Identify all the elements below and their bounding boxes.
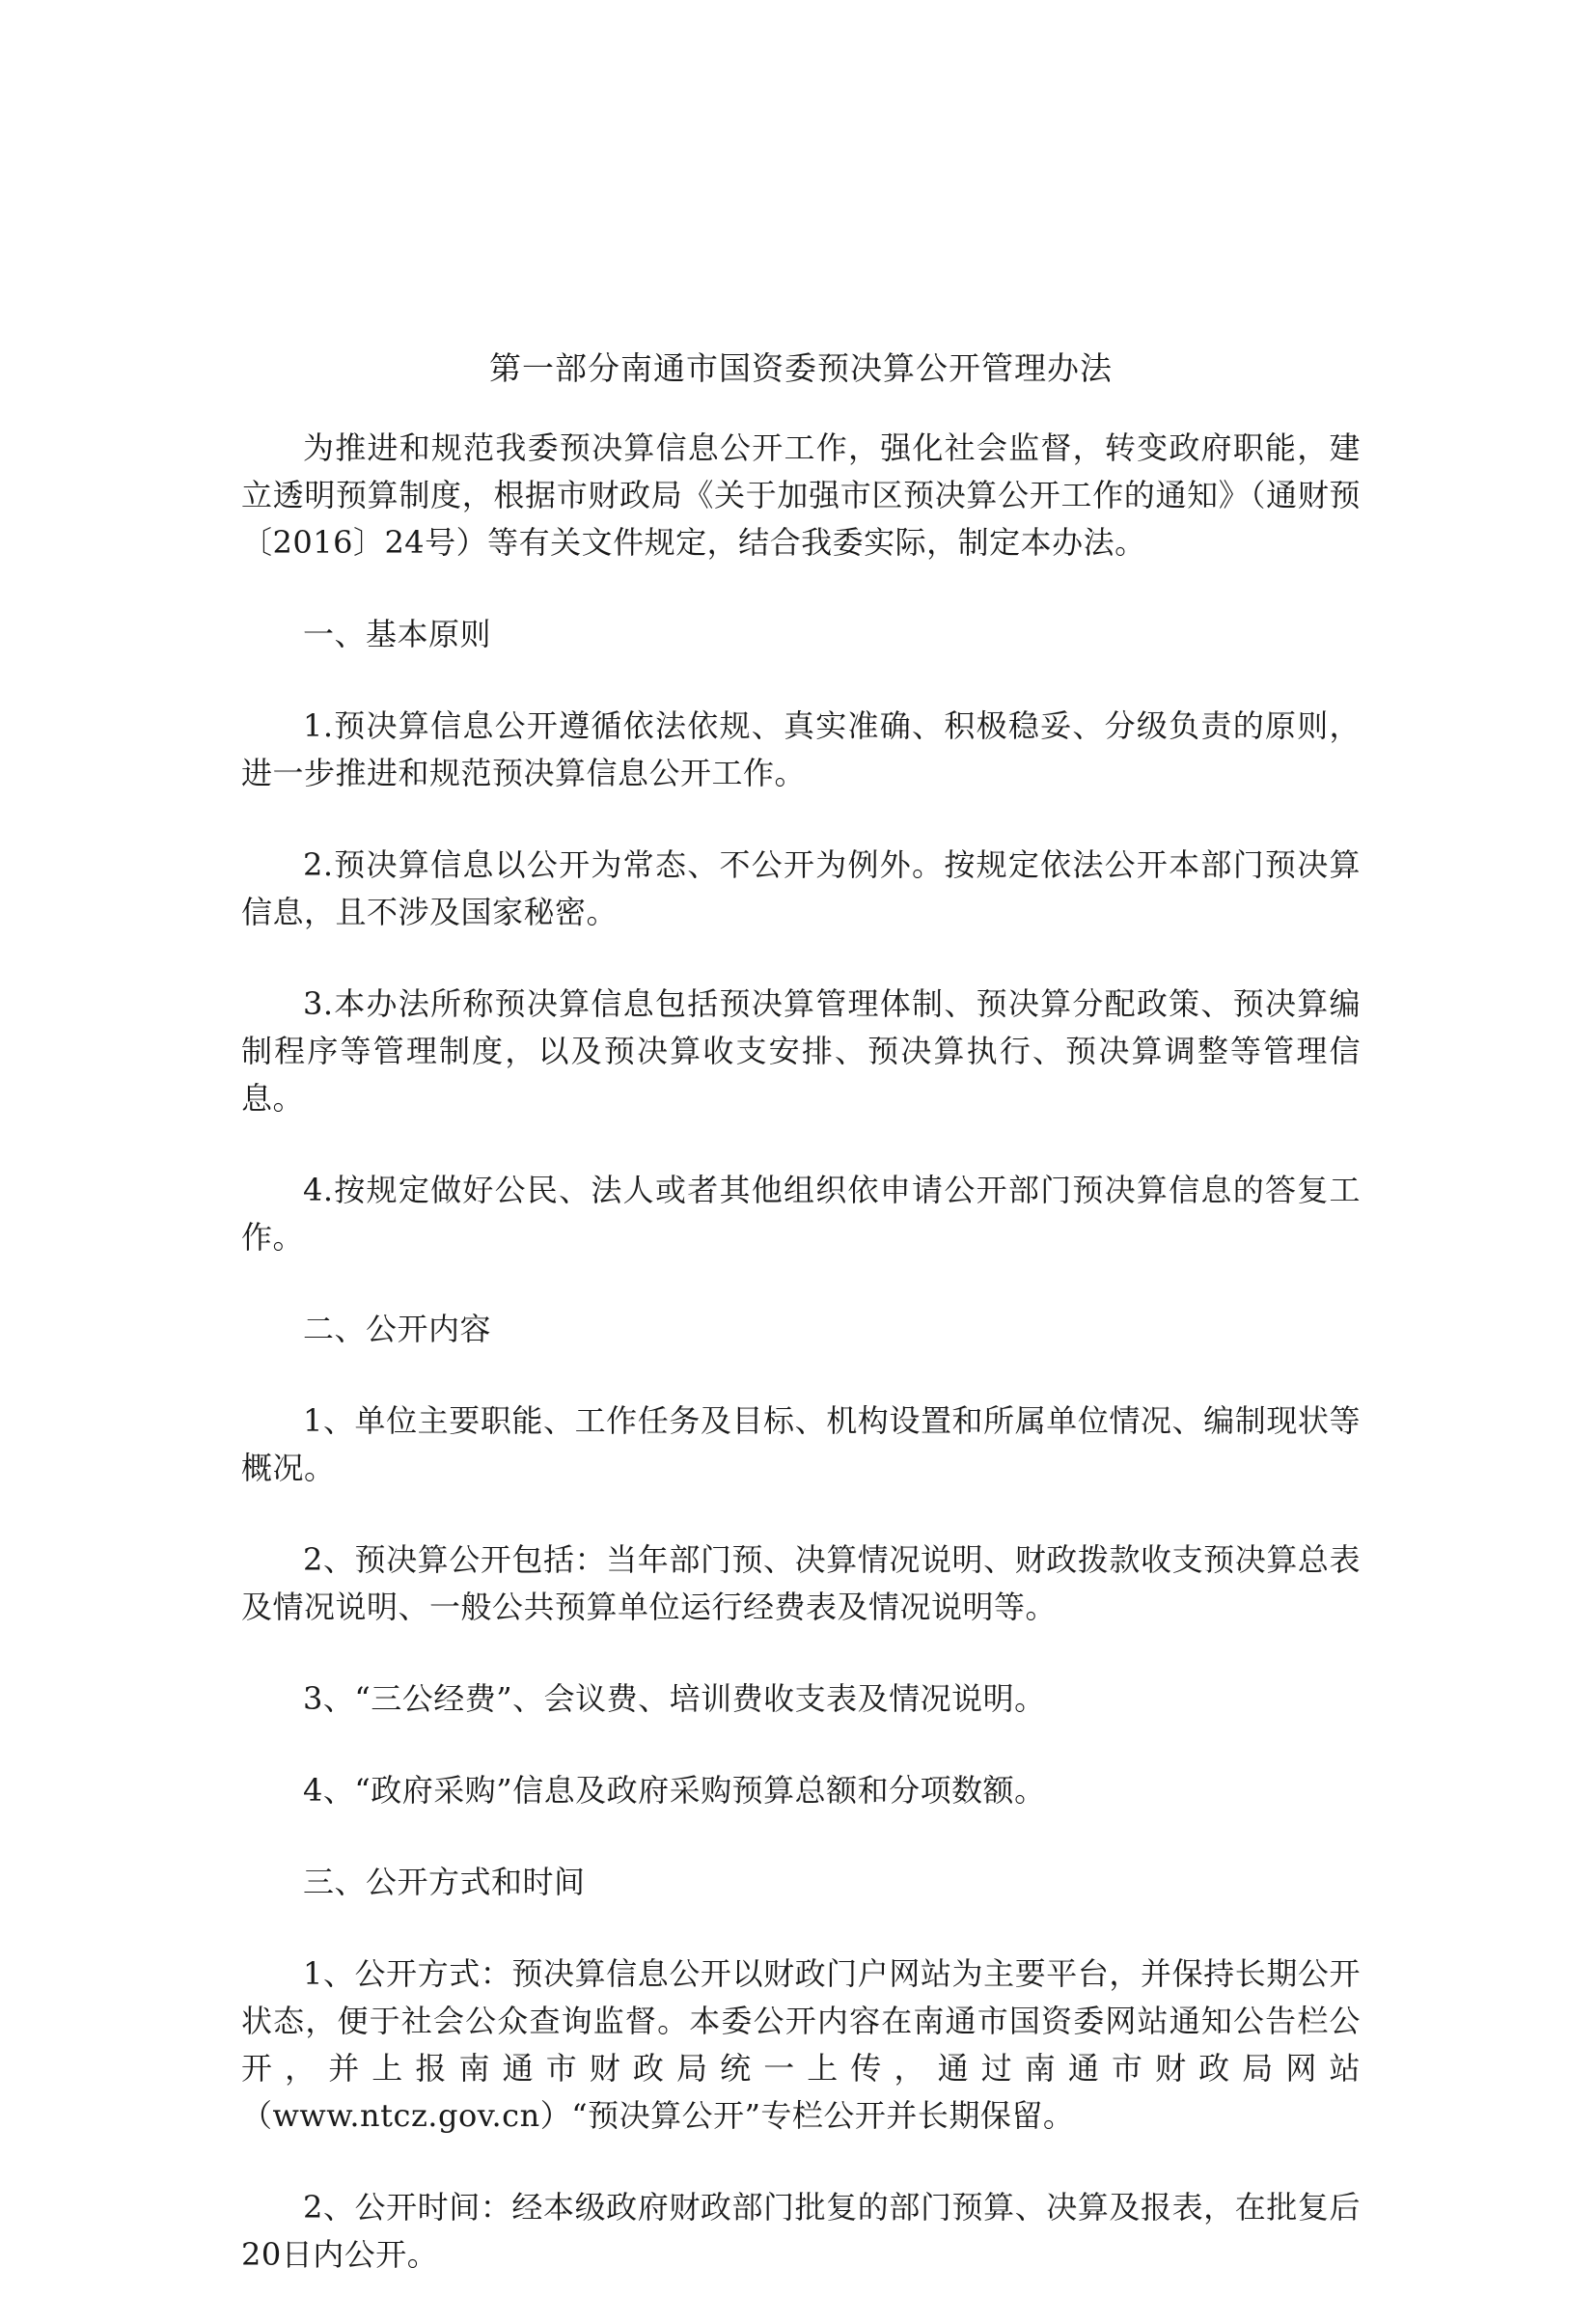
principle-item-4: 4.按规定做好公民、法人或者其他组织依申请公开部门预决算信息的答复工作。 [241, 1172, 1361, 1256]
document-title: 第一部分南通市国资委预决算公开管理办法 [489, 349, 1113, 387]
content-item-2: 2、预决算公开包括：当年部门预、决算情况说明、财政拨款收支预决算总表及情况说明、一般公共预算单位运行经费表及情况说明等。 [241, 1541, 1361, 1625]
principle-item-2: 2.预决算信息以公开为常态、不公开为例外。按规定依法公开本部门预决算信息，且不涉及国家秘密。 [241, 846, 1361, 930]
content-item-1: 1、单位主要职能、工作任务及目标、机构设置和所属单位情况、编制现状等概况。 [241, 1402, 1361, 1486]
intro-paragraph: 为推进和规范我委预决算信息公开工作，强化社会监督，转变政府职能，建立透明预算制度，根据市财政局《关于加强市区预决算公开工作的通知》（通财预〔2016〕24号）等有关文件规定，结合我委实际，制定本办法。 [241, 429, 1361, 561]
method-item-2: 2、公开时间：经本级政府财政部门批复的部门预算、决算及报表，在批复后20日内公开。 [241, 2189, 1361, 2273]
method-item-1: 1、公开方式：预决算信息公开以财政门户网站为主要平台，并保持长期公开状态，便于社会公众查询监督。本委公开内容在南通市国资委网站通知公告栏公开，并上报南通市财政局统一上传，通过南通市财政局网站（www.ntcz.gov.cn）“预决算公开”专栏公开并长期保留。 [241, 1955, 1361, 2134]
principle-item-1: 1.预决算信息公开遵循依法依规、真实准确、积极稳妥、分级负责的原则，进一步推进和规范预决算信息公开工作。 [241, 707, 1361, 791]
content-item-4: 4、“政府采购”信息及政府采购预算总额和分项数额。 [303, 1772, 1046, 1809]
section-heading-content: 二、公开内容 [303, 1311, 492, 1347]
section-heading-principles: 一、基本原则 [303, 616, 492, 652]
section-heading-method-time: 三、公开方式和时间 [303, 1864, 586, 1900]
content-item-3: 3、“三公经费”、会议费、培训费收支表及情况说明。 [303, 1680, 1046, 1717]
principle-item-3: 3.本办法所称预决算信息包括预决算管理体制、预决算分配政策、预决算编制程序等管理制度，以及预决算收支安排、预决算执行、预决算调整等管理信息。 [241, 985, 1361, 1117]
document-page [241, 347, 1361, 2323]
